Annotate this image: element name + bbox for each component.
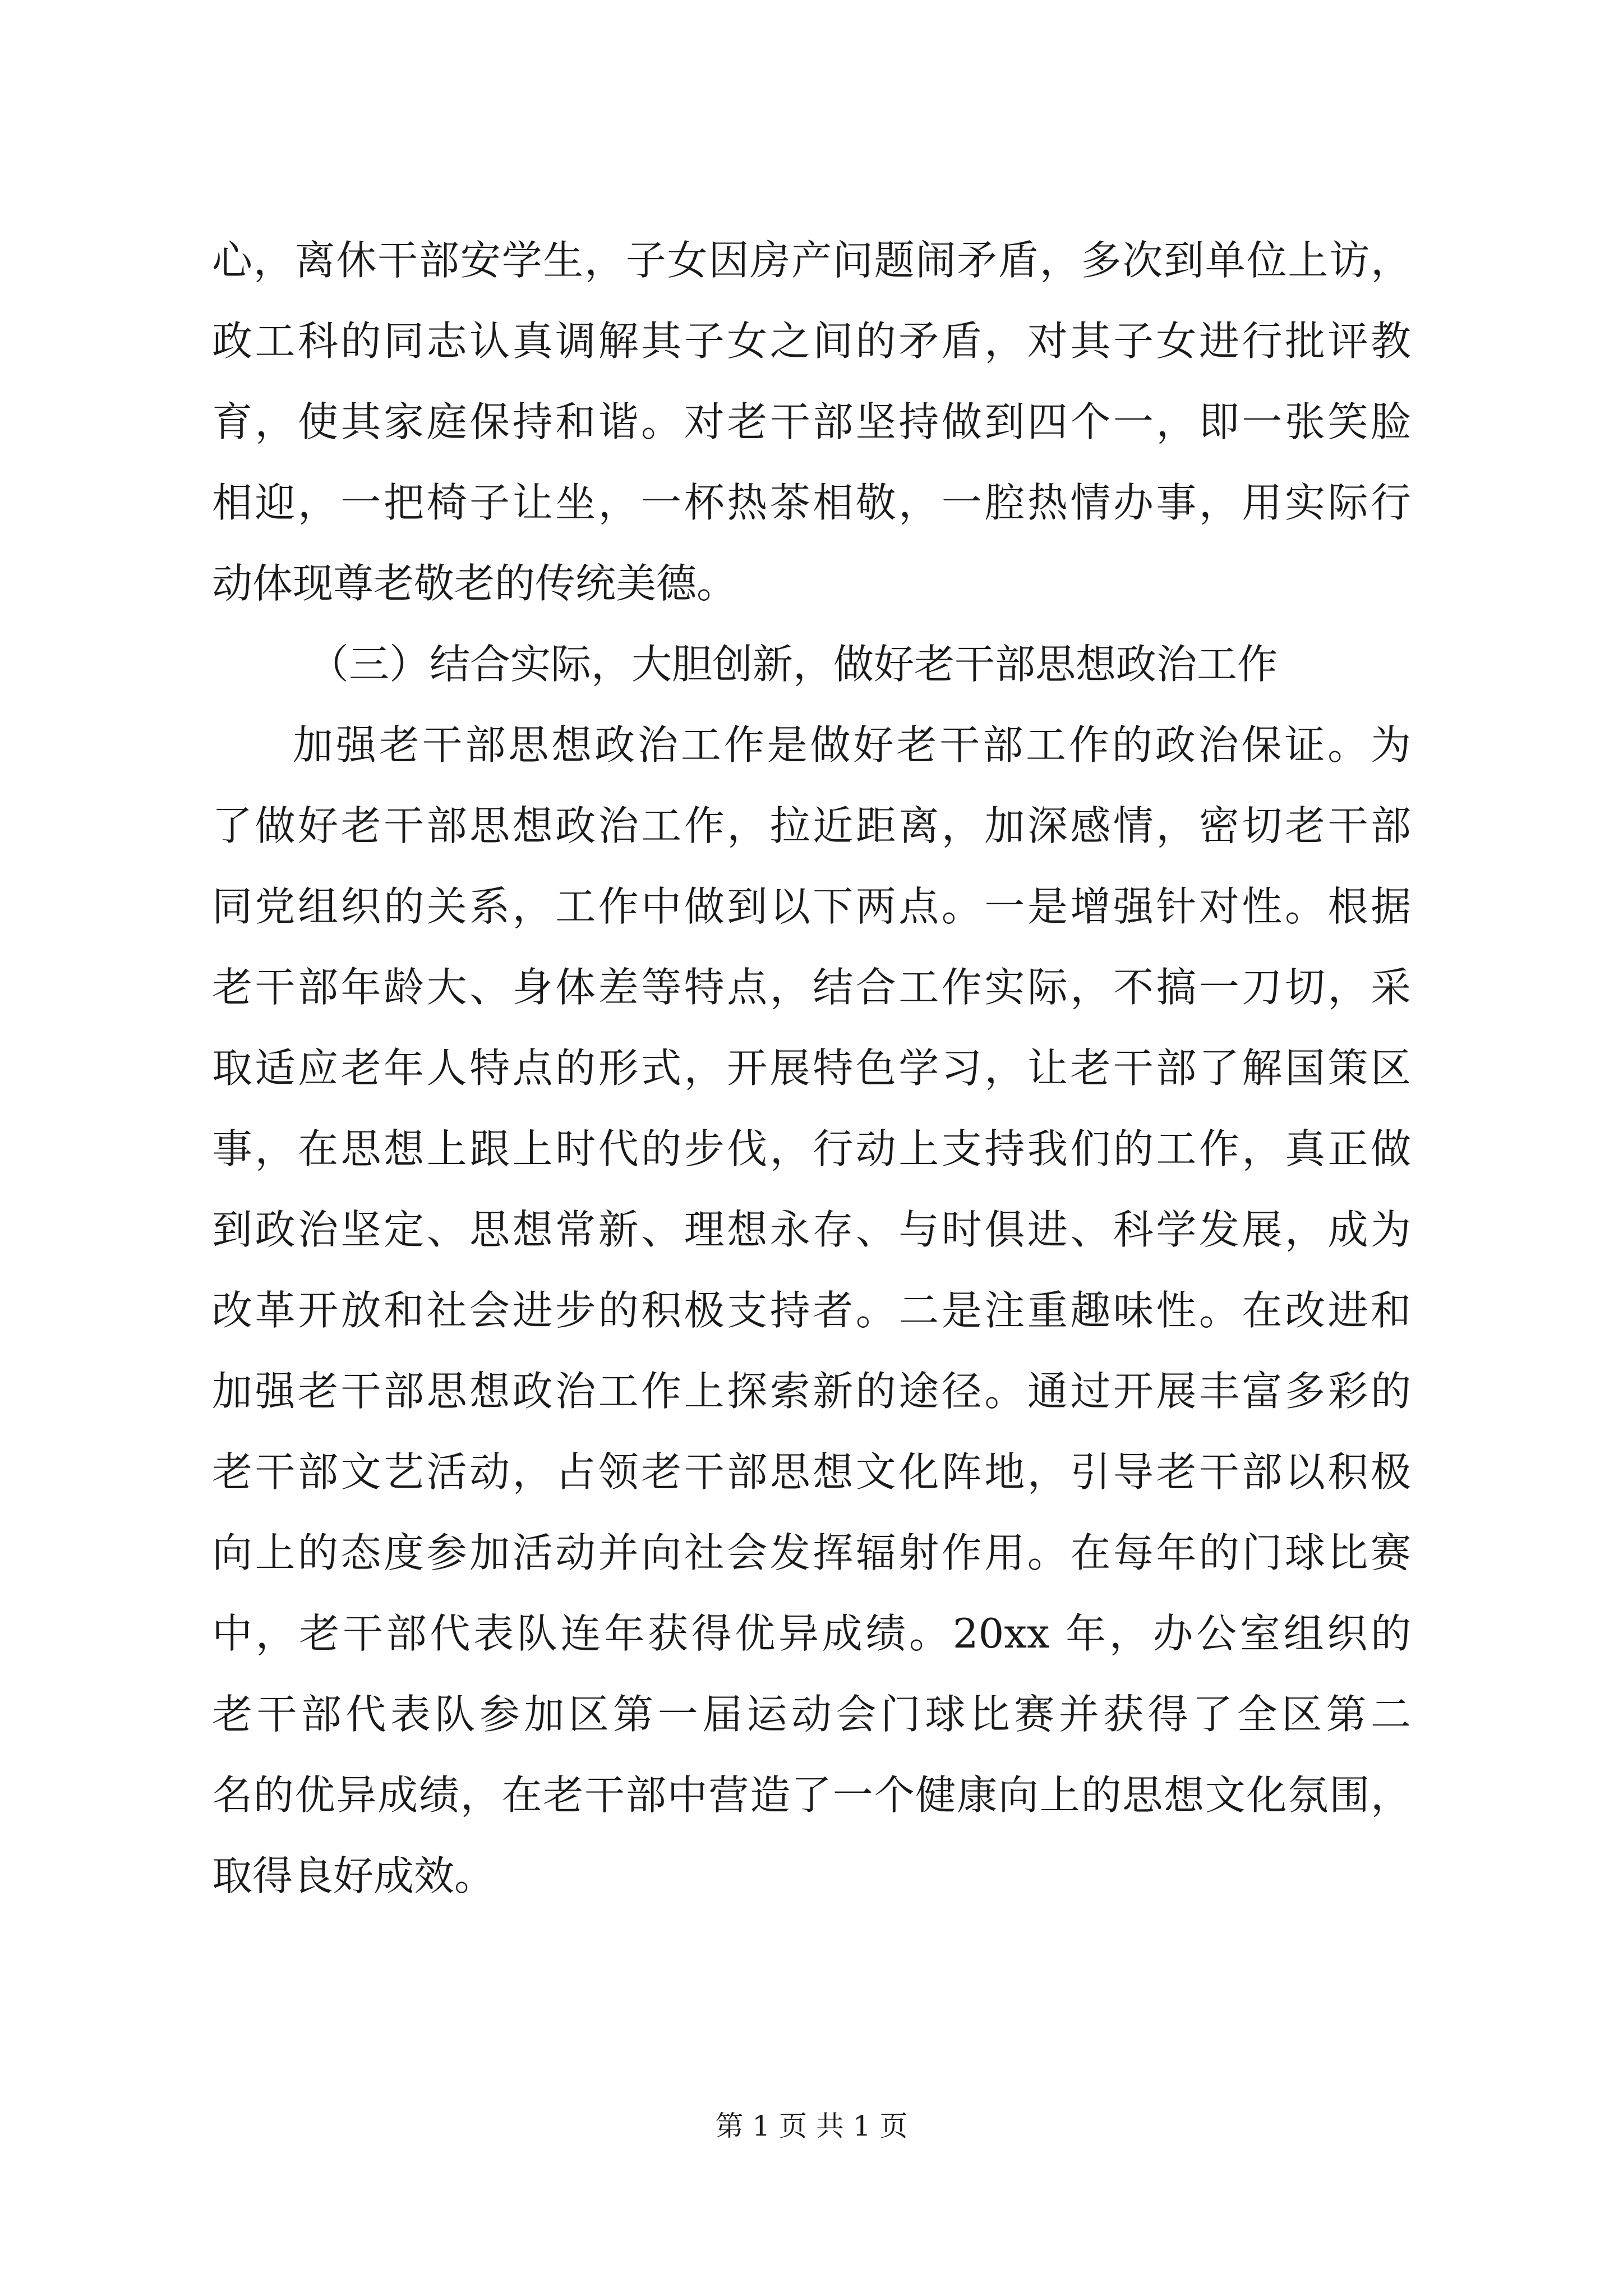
text-line: 老干部文艺活动，占领老干部思想文化阵地，引导老干部以积极 xyxy=(212,1448,1411,1496)
paragraph-political-work xyxy=(212,705,1411,1916)
text-line: 育，使其家庭保持和谐。对老干部坚持做到四个一，即一张笑脸 xyxy=(212,398,1411,445)
text-line: 加强老干部思想政治工作是做好老干部工作的政治保证。为 xyxy=(293,721,1411,769)
text-line: 改革开放和社会进步的积极支持者。二是注重趣味性。在改进和 xyxy=(212,1287,1411,1334)
paragraph-continued xyxy=(212,220,1411,624)
text-line: 动体现尊老敬老的传统美德。 xyxy=(212,560,737,607)
text-line: 到政治坚定、思想常新、理想永存、与时俱进、科学发展，成为 xyxy=(212,1206,1411,1253)
document-body xyxy=(212,220,1411,1916)
text-line: 取得良好成效。 xyxy=(212,1852,495,1899)
text-line: 事，在思想上跟上时代的步伐，行动上支持我们的工作，真正做 xyxy=(212,1125,1411,1172)
text-line: 向上的态度参加活动并向社会发挥辐射作用。在每年的门球比赛 xyxy=(212,1529,1411,1576)
text-line: 取适应老年人特点的形式，开展特色学习，让老干部了解国策区 xyxy=(212,1045,1411,1092)
text-line: 名的优异成绩，在老干部中营造了一个健康向上的思想文化氛围， xyxy=(212,1772,1411,1819)
section-heading: （三）结合实际，大胆创新，做好老干部思想政治工作 xyxy=(308,641,1278,688)
text-line: 了做好老干部思想政治工作，拉近距离，加深感情，密切老干部 xyxy=(212,802,1411,849)
text-line: 老干部年龄大、身体差等特点，结合工作实际，不搞一刀切，采 xyxy=(212,964,1411,1011)
text-line: 心，离休干部安学生，子女因房产问题闹矛盾，多次到单位上访， xyxy=(212,237,1411,284)
text-line: 中，老干部代表队连年获得优异成绩。20xx 年，办公室组织的 xyxy=(212,1610,1411,1657)
page-footer: 第 1 页 共 1 页 xyxy=(715,2110,908,2142)
text-line: 加强老干部思想政治工作上探索新的途径。通过开展丰富多彩的 xyxy=(212,1368,1411,1415)
text-line: 同党组织的关系，工作中做到以下两点。一是增强针对性。根据 xyxy=(212,883,1411,930)
text-line: 老干部代表队参加区第一届运动会门球比赛并获得了全区第二 xyxy=(212,1691,1411,1738)
text-line: 政工科的同志认真调解其子女之间的矛盾，对其子女进行批评教 xyxy=(212,318,1411,365)
text-line: 相迎，一把椅子让坐，一杯热茶相敬，一腔热情办事，用实际行 xyxy=(212,479,1411,526)
